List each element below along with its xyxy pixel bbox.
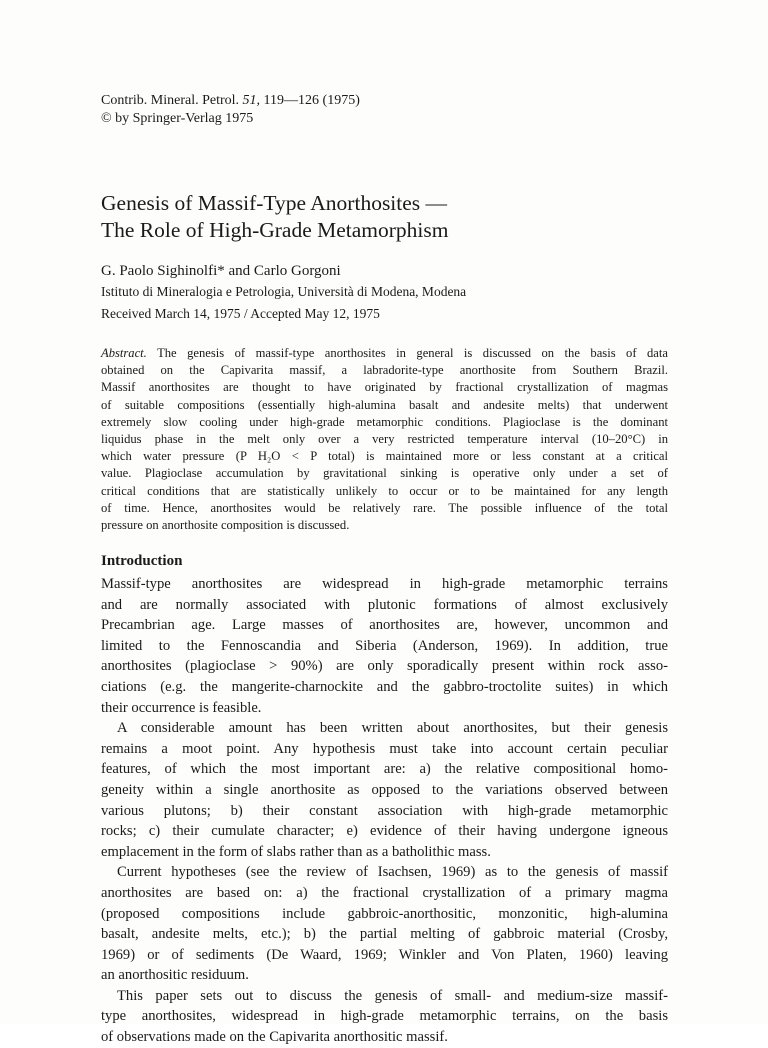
body-line: their occurrence is feasible. xyxy=(101,699,262,716)
body-line: 1969) or of sediments (De Waard, 1969; Winkler and Von Platen, 1960) leaving xyxy=(101,946,668,963)
body-line: an anorthositic residuum. xyxy=(101,967,249,984)
abstract-line: pressure on anorthosite composition is discussed. xyxy=(101,518,350,533)
copyright-line: © by Springer-Verlag 1975 xyxy=(101,111,254,126)
abstract-line: liquidus phase in the melt only over a very restricted temperature interval (10–20°C) in xyxy=(101,432,668,447)
title-line-2: The Role of High-Grade Metamorphism xyxy=(101,218,449,242)
body-line: features, of which the most important are: a) the relative compositional homo- xyxy=(101,761,668,778)
abstract-line: Abstract. The genesis of massif-type anorthosites in general is discussed on the basis of data xyxy=(101,346,668,360)
abstract xyxy=(101,345,668,534)
journal-volume: 51, xyxy=(242,93,261,108)
body-line: geneity within a single anorthosite as opposed to the variations observed between xyxy=(101,781,668,798)
body-line: Massif-type anorthosites are widespread in high-grade metamorphic terrains xyxy=(101,576,668,592)
body-line: and are normally associated with plutonic formations of almost exclusively xyxy=(101,596,668,613)
abstract-line: critical conditions that are statistically unlikely to occur or to be maintained for any length xyxy=(101,483,668,498)
body-line: various plutons; b) their constant association with high-grade metamorphic xyxy=(101,802,668,819)
journal-pages: 119—126 (1975) xyxy=(263,93,360,108)
body-line: emplacement in the form of slabs rather than as a batholithic mass. xyxy=(101,843,491,860)
abstract-line: of time. Hence, anorthosites would be relatively rare. The possible influence of the total xyxy=(101,500,668,515)
affiliation: Istituto di Mineralogia e Petrologia, Università di Modena, Modena xyxy=(101,284,467,299)
body-line: of observations made on the Capivarita anorthositic massif. xyxy=(101,1029,448,1046)
authors: G. Paolo Sighinolfi* and Carlo Gorgoni xyxy=(101,263,341,279)
abstract-line: extremely slow cooling under high-grade metamorphic conditions. Plagioclase is the dominant xyxy=(101,414,668,429)
abstract-line: which water pressure (P H₂O < P total) is maintained more or less constant at a critical xyxy=(101,449,668,464)
body-line: A considerable amount has been written about anorthosites, but their genesis xyxy=(117,720,668,737)
received-date: Received March 14, 1975 / Accepted May 12, 1975 xyxy=(101,306,380,321)
body-line: rocks; c) their cumulate character; e) evidence of their having undergone igneous xyxy=(101,823,668,840)
paper-title xyxy=(101,190,449,244)
body-line: This paper sets out to discuss the genesis of small- and medium-size massif- xyxy=(117,987,668,1004)
body-line: limited to the Fennoscandia and Siberia (Anderson, 1969). In addition, true xyxy=(101,637,668,654)
abstract-line: obtained on the Capivarita massif, a labradorite-type anorthosite from Southern Brazil. xyxy=(101,363,668,378)
introduction-body xyxy=(101,574,668,1048)
body-line: type anorthosites, widespread in high-grade metamorphic terrains, on the basis xyxy=(101,1008,668,1025)
body-line: remains a moot point. Any hypothesis must take into account certain peculiar xyxy=(101,740,668,757)
body-line: basalt, andesite melts, etc.); b) the partial melting of gabbroic material (Crosby, xyxy=(101,926,668,943)
body-line: Current hypotheses (see the review of Isachsen, 1969) as to the genesis of massif xyxy=(117,864,668,881)
body-line: anorthosites (plagioclase > 90%) are only sporadically present within rock asso- xyxy=(101,658,668,675)
title-line-1: Genesis of Massif-Type Anorthosites — xyxy=(101,191,448,215)
body-line: Precambrian age. Large masses of anorthosites are, however, uncommon and xyxy=(101,617,668,634)
abstract-line: value. Plagioclase accumulation by gravitational sinking is operative only under a set of xyxy=(101,466,668,481)
section-heading-introduction: Introduction xyxy=(101,553,183,569)
abstract-line: of suitable compositions (essentially high-alumina basalt and andesite melts) that underwent xyxy=(101,397,668,412)
citation-line xyxy=(101,92,360,110)
abstract-line: Massif anorthosites are thought to have originated by fractional crystallization of magmas xyxy=(101,380,668,395)
abstract-label: Abstract. xyxy=(101,346,147,360)
body-line: anorthosites are based on: a) the fractional crystallization of a primary magma xyxy=(101,884,668,901)
body-line: (proposed compositions include gabbroic-anorthositic, monzonitic, high-alumina xyxy=(101,905,668,922)
body-line: ciations (e.g. the mangerite-charnockite and the gabbro-troctolite suites) in which xyxy=(101,678,668,695)
journal-name: Contrib. Mineral. Petrol. xyxy=(101,93,240,108)
citation-block xyxy=(101,92,360,128)
